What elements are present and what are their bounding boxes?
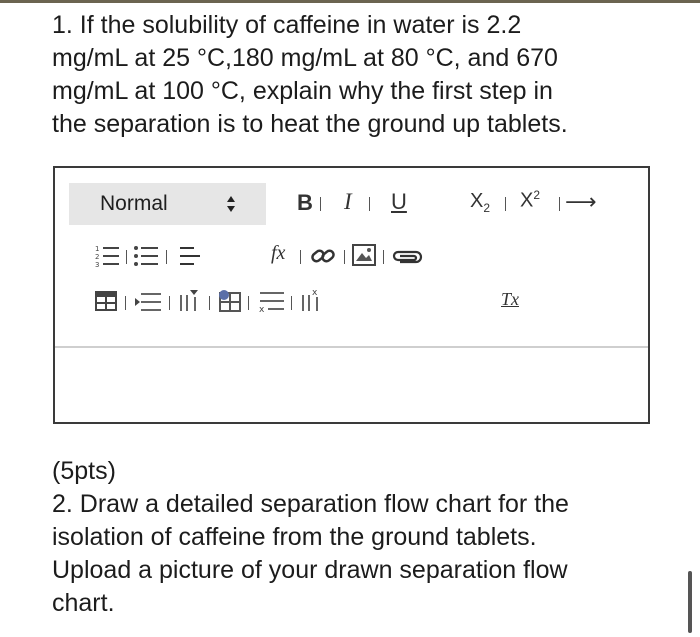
question-2-line: Upload a picture of your drawn separation flow: [52, 556, 568, 584]
question-1: [52, 9, 652, 141]
question-1-line: mg/mL at 25 °C,180 mg/mL at 80 °C, and 670: [52, 44, 558, 72]
answer-text-area[interactable]: [55, 346, 648, 422]
toolbar-separator: [125, 296, 126, 310]
superscript-base: X: [520, 189, 534, 212]
toolbar-separator: [166, 250, 167, 264]
formula-button[interactable]: [271, 242, 285, 265]
toolbar-separator: [505, 197, 506, 211]
clear-formatting-button[interactable]: [501, 289, 519, 310]
editor-toolbar: [55, 168, 648, 344]
align-left-icon[interactable]: [178, 244, 202, 268]
clear-formatting-icon: Tx: [501, 289, 519, 309]
select-arrows-icon: [226, 195, 236, 213]
underline-button[interactable]: U: [391, 189, 407, 214]
table-properties-icon[interactable]: [217, 289, 243, 313]
ordered-list-icon[interactable]: [95, 244, 123, 268]
question-1-line: 1. If the solubility of caffeine in water is 2.2: [52, 11, 522, 39]
answer-editor: [53, 166, 650, 424]
bullet-list-icon[interactable]: [133, 244, 161, 268]
question-2: [52, 455, 652, 620]
image-icon[interactable]: [352, 244, 376, 266]
toolbar-separator: [383, 250, 384, 264]
toolbar-separator: [248, 296, 249, 310]
delete-row-icon[interactable]: [258, 290, 286, 312]
subscript-base: X: [470, 190, 484, 212]
question-1-line: the separation is to heat the ground up tablets.: [52, 110, 568, 138]
svg-text:2: 2: [95, 253, 100, 261]
superscript-index: 2: [533, 188, 541, 202]
superscript-button[interactable]: [520, 188, 540, 213]
paragraph-format-select[interactable]: [69, 183, 266, 225]
toolbar-separator: [291, 296, 292, 310]
svg-text:1: 1: [95, 245, 100, 253]
attachment-icon[interactable]: [390, 246, 424, 268]
formula-icon: fx: [271, 242, 286, 264]
italic-button[interactable]: I: [344, 189, 352, 214]
page-scrollbar[interactable]: [688, 571, 692, 633]
svg-text:3: 3: [95, 261, 100, 268]
delete-column-icon[interactable]: [300, 287, 324, 313]
insert-column-icon[interactable]: [178, 289, 202, 313]
arrow-icon[interactable]: ⟶: [565, 190, 597, 215]
question-2-line: isolation of caffeine from the ground tablets.: [52, 523, 537, 551]
toolbar-separator: [369, 197, 370, 211]
table-icon[interactable]: [95, 291, 117, 311]
svg-text:x: x: [259, 305, 265, 312]
question-1-line: mg/mL at 100 °C, explain why the first step in: [52, 77, 553, 105]
question-2-line: 2. Draw a detailed separation flow chart for the: [52, 490, 569, 518]
question-2-line: chart.: [52, 589, 115, 617]
paragraph-format-value: Normal: [100, 192, 168, 215]
toolbar-separator: [559, 197, 560, 211]
subscript-index: 2: [483, 201, 491, 215]
toolbar-separator: [126, 250, 127, 264]
toolbar-separator: [320, 197, 321, 211]
insert-row-icon[interactable]: [135, 291, 163, 313]
link-icon[interactable]: [310, 244, 336, 268]
subscript-button[interactable]: [470, 190, 490, 215]
top-border: [0, 0, 700, 3]
toolbar-separator: [169, 296, 170, 310]
toolbar-separator: [209, 296, 210, 310]
bold-button[interactable]: B: [297, 190, 313, 215]
question-2-points: (5pts): [52, 457, 116, 485]
toolbar-separator: [344, 250, 345, 264]
svg-text:x: x: [312, 288, 318, 298]
toolbar-separator: [300, 250, 301, 264]
